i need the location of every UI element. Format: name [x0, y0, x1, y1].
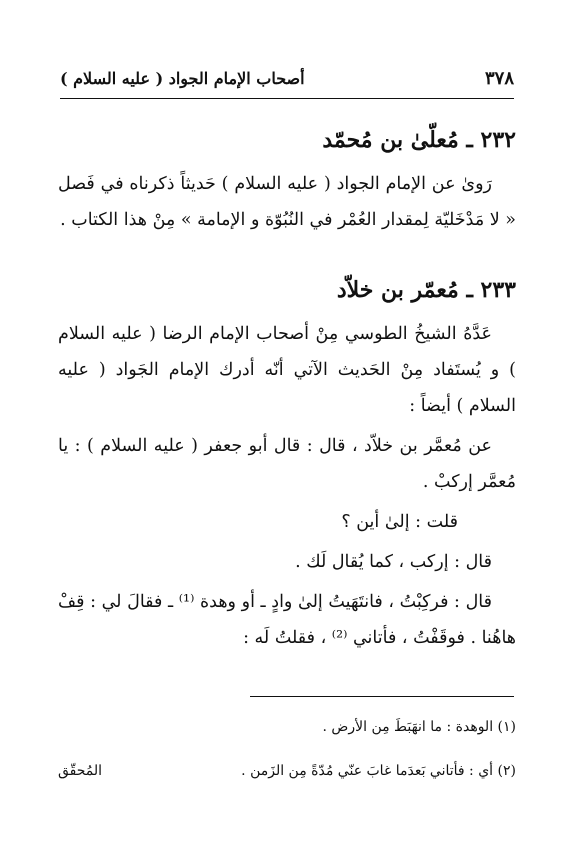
- page-number: ٣٧٨: [484, 67, 514, 89]
- paragraph: قلت : إلىٰ أين ؟: [341, 512, 458, 532]
- footnote-text: (١) الوهدة : ما انهَبَطَ مِن الأرض .: [322, 719, 516, 735]
- paragraph: رَوىٰ عن الإمام الجواد ( عليه السلام ) حَديثاً ذكرناه في فَصل « لا مَدْخَليّة لِمقدار العُمْر في النُبُوّة و الإمامة » مِنْ هذا الكتاب .: [58, 174, 516, 230]
- paragraph: عَدَّهُ الشيخُ الطوسي مِنْ أصحاب الإمام الرضا ( عليه السلام ) و يُستَفاد مِنْ الحَديث الآتي أنّه أدرك الإمام الجَواد ( عليه السلام ) أيضاً :: [58, 324, 516, 416]
- page-header: [60, 60, 514, 96]
- header-divider: [60, 98, 514, 99]
- section-spacer: [58, 242, 516, 262]
- paragraph: عن مُعمَّر بن خلاّد ، قال : قال أبو جعفر ( عليه السلام ) : يا مُعمَّر إركبْ .: [58, 436, 516, 492]
- section-title-232: ٢٣٢ ـ مُعلّىٰ بن مُحمّد: [322, 127, 516, 153]
- paragraph: قال : فركِبْتُ ، فانتَهَيتُ إلىٰ وادٍ ـ أو وهدة ⁽¹⁾ ـ فقالَ لي : قِفْ هاهُنا . فوقَفْتُ ، فأتاني ⁽²⁾ ، فقلتُ لَه :: [58, 592, 516, 648]
- section-title-233: ٢٣٣ ـ مُعمّر بن خلاّد: [336, 277, 516, 303]
- main-text: [58, 112, 516, 660]
- footnotes: [58, 712, 516, 800]
- footnote-2: [58, 756, 516, 786]
- paragraph: قال : إركب ، كما يُقال لَك .: [295, 552, 492, 572]
- footnote-text: (٢) أي : فأتاني بَعدَما غابَ عنّي مُدّةً مِن الزَمن .: [241, 763, 516, 779]
- footnote-1: [58, 712, 516, 742]
- editor-signature: المُحقّق: [58, 763, 103, 779]
- footnote-divider: [250, 696, 514, 697]
- running-title: أصحاب الإمام الجواد ( عليه السلام ): [60, 68, 305, 88]
